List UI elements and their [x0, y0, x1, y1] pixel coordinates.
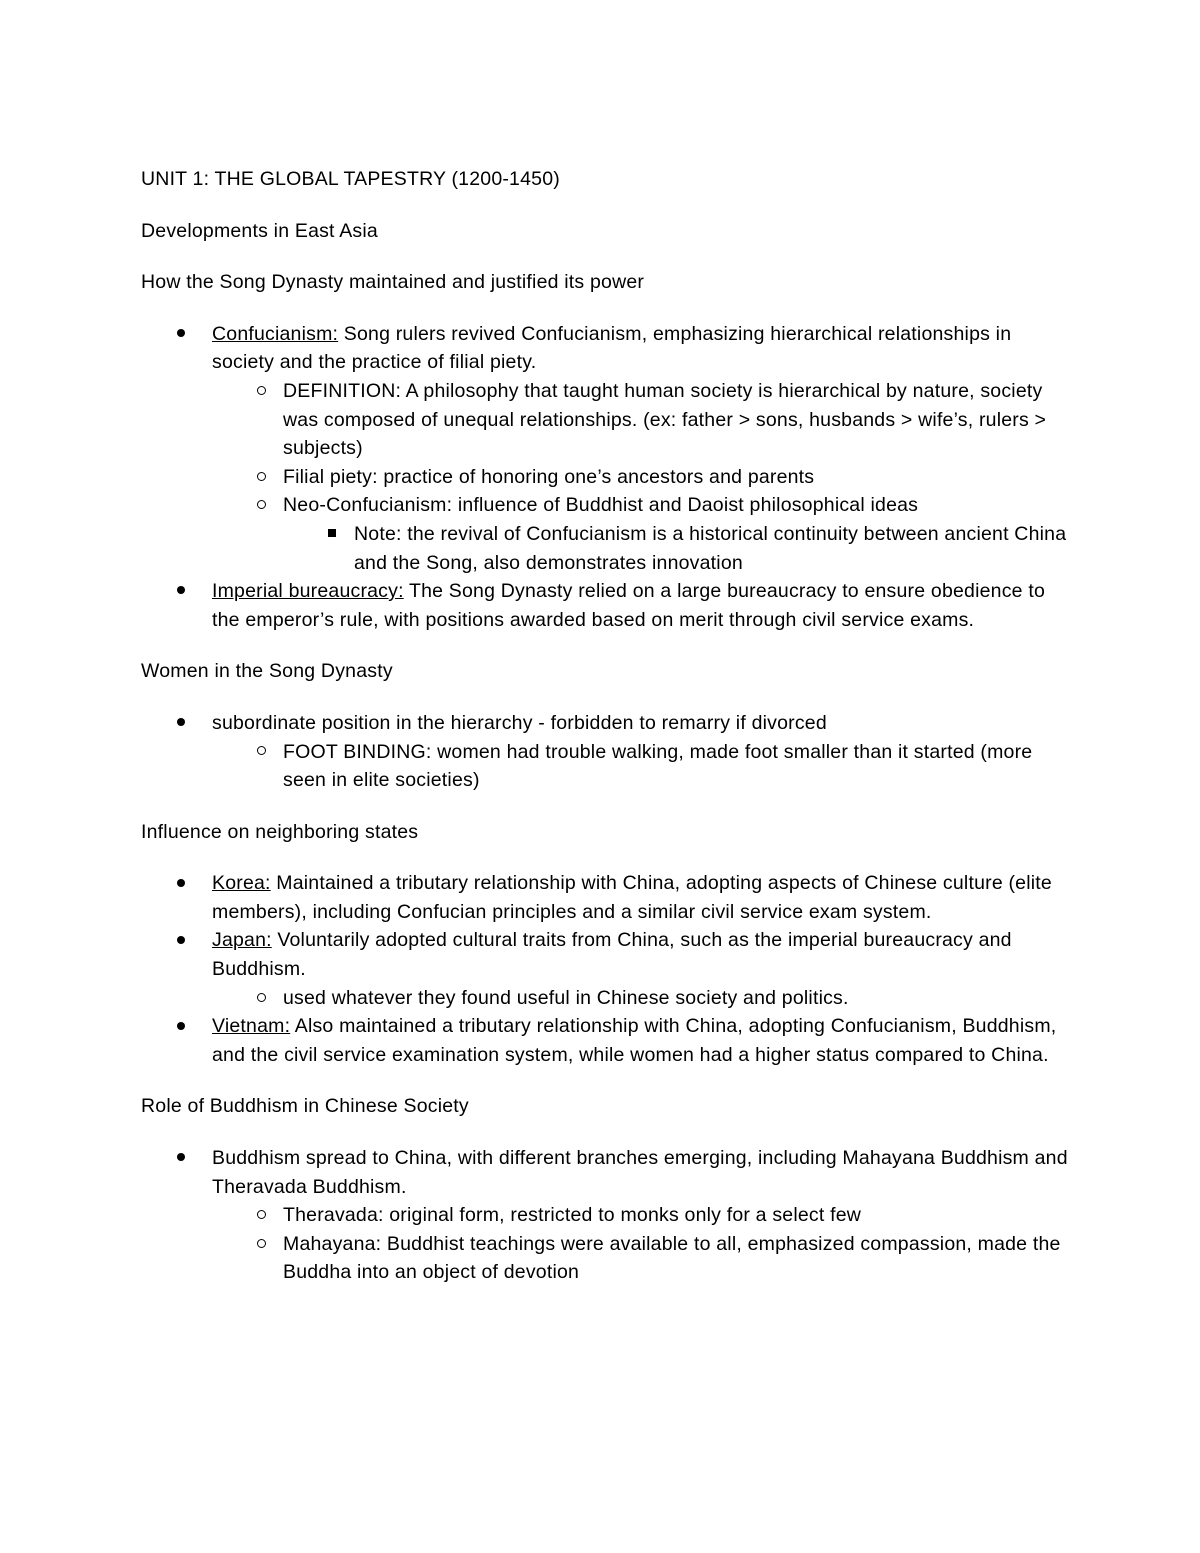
bullet-dot-icon — [169, 869, 193, 898]
sub-item-text: Filial piety: practice of honoring one’s ancestors and parents — [283, 465, 815, 488]
sub-list-item — [212, 738, 1071, 795]
sub-sub-item-text: Note: the revival of Confucianism is a historical continuity between ancient China and the Song, also demonstrates innovation — [354, 522, 1067, 574]
sub-item-text: Mahayana: Buddhist teachings were available to all, emphasized compassion, made the Buddha into an object of devotion — [283, 1232, 1061, 1284]
sub-list-item — [212, 377, 1071, 463]
sub-sub-list — [283, 520, 1071, 577]
sub-item-text: used whatever they found useful in Chinese society and politics. — [283, 986, 849, 1009]
document-page — [141, 165, 1071, 1310]
sub-list-item — [212, 1230, 1071, 1287]
bullet-list — [141, 709, 1071, 795]
sub-list-item — [212, 463, 1071, 492]
item-text: subordinate position in the hierarchy - forbidden to remarry if divorced — [212, 711, 827, 734]
bullet-list — [141, 320, 1071, 635]
term-label: Korea: — [212, 872, 271, 895]
sub-item-text: FOOT BINDING: women had trouble walking, made foot smaller than it started (more seen in elite societies) — [283, 740, 1033, 792]
section-heading: Developments in East Asia — [141, 219, 378, 242]
bullet-dot-icon — [169, 926, 193, 955]
sub-list — [212, 377, 1071, 577]
bullet-ring-icon — [249, 1201, 273, 1230]
sub-list-item — [212, 1201, 1071, 1230]
bullet-list — [141, 1144, 1071, 1287]
subheading-neighbors: Influence on neighboring states — [141, 820, 419, 843]
sub-list-item — [212, 984, 1071, 1013]
item-text: Song rulers revived Confucianism, emphasizing hierarchical relationships in society and the practice of filial piety. — [212, 322, 1012, 374]
list-item — [141, 926, 1071, 1012]
bullet-dot-icon — [169, 320, 193, 349]
list-item — [141, 1012, 1071, 1069]
item-text: Also maintained a tributary relationship with China, adopting Confucianism, Buddhism, and the civil service examination system, while women had a higher status compared to China. — [212, 1015, 1057, 1066]
bullet-ring-icon — [249, 1230, 273, 1259]
item-text: Maintained a tributary relationship with China, adopting aspects of Chinese culture (elite members), including Confucian principles and a similar civil service exam system. — [212, 872, 1052, 923]
sub-list — [212, 1201, 1071, 1287]
bullet-ring-icon — [249, 491, 273, 520]
subheading-women: Women in the Song Dynasty — [141, 660, 393, 683]
sub-item-text: Neo-Confucianism: influence of Buddhist and Daoist philosophical ideas — [283, 494, 919, 517]
bullet-dot-icon — [169, 1144, 193, 1173]
term-label: Confucianism: — [212, 322, 339, 345]
item-text: Buddhism spread to China, with different branches emerging, including Mahayana Buddhism and Theravada Buddhism. — [212, 1147, 1068, 1198]
subheading-song-power: How the Song Dynasty maintained and justified its power — [141, 271, 645, 294]
bullet-dot-icon — [169, 577, 193, 606]
list-item — [141, 320, 1071, 577]
sub-list — [212, 984, 1071, 1013]
sub-list-item — [212, 491, 1071, 577]
document-title: UNIT 1: THE GLOBAL TAPESTRY (1200-1450) — [141, 168, 560, 190]
sub-item-text: DEFINITION: A philosophy that taught human society is hierarchical by nature, society was composed of unequal relationships. (ex: father > sons, husbands > wife’s, rulers > subjects) — [283, 379, 1047, 460]
bullet-dot-icon — [169, 709, 193, 738]
bullet-list — [141, 869, 1071, 1069]
bullet-ring-icon — [249, 984, 273, 1013]
bullet-ring-icon — [249, 738, 273, 767]
subheading-buddhism: Role of Buddhism in Chinese Society — [141, 1095, 469, 1118]
list-item — [141, 709, 1071, 795]
bullet-ring-icon — [249, 463, 273, 492]
bullet-ring-icon — [249, 377, 273, 406]
bullet-dot-icon — [169, 1012, 193, 1041]
sub-sub-list-item — [283, 520, 1071, 577]
bullet-square-icon — [320, 520, 344, 549]
item-text: Voluntarily adopted cultural traits from China, such as the imperial bureaucracy and Buddhism. — [212, 929, 1012, 981]
list-item — [141, 577, 1071, 634]
item-text: The Song Dynasty relied on a large bureaucracy to ensure obedience to the emperor’s rule, with positions awarded based on merit through civil service exams. — [212, 580, 1045, 631]
term-label: Vietnam: — [212, 1015, 291, 1038]
term-label: Japan: — [212, 929, 272, 952]
list-item — [141, 869, 1071, 926]
sub-item-text: Theravada: original form, restricted to monks only for a select few — [283, 1204, 862, 1227]
list-item — [141, 1144, 1071, 1287]
sub-list — [212, 738, 1071, 795]
term-label: Imperial bureaucracy: — [212, 580, 404, 603]
